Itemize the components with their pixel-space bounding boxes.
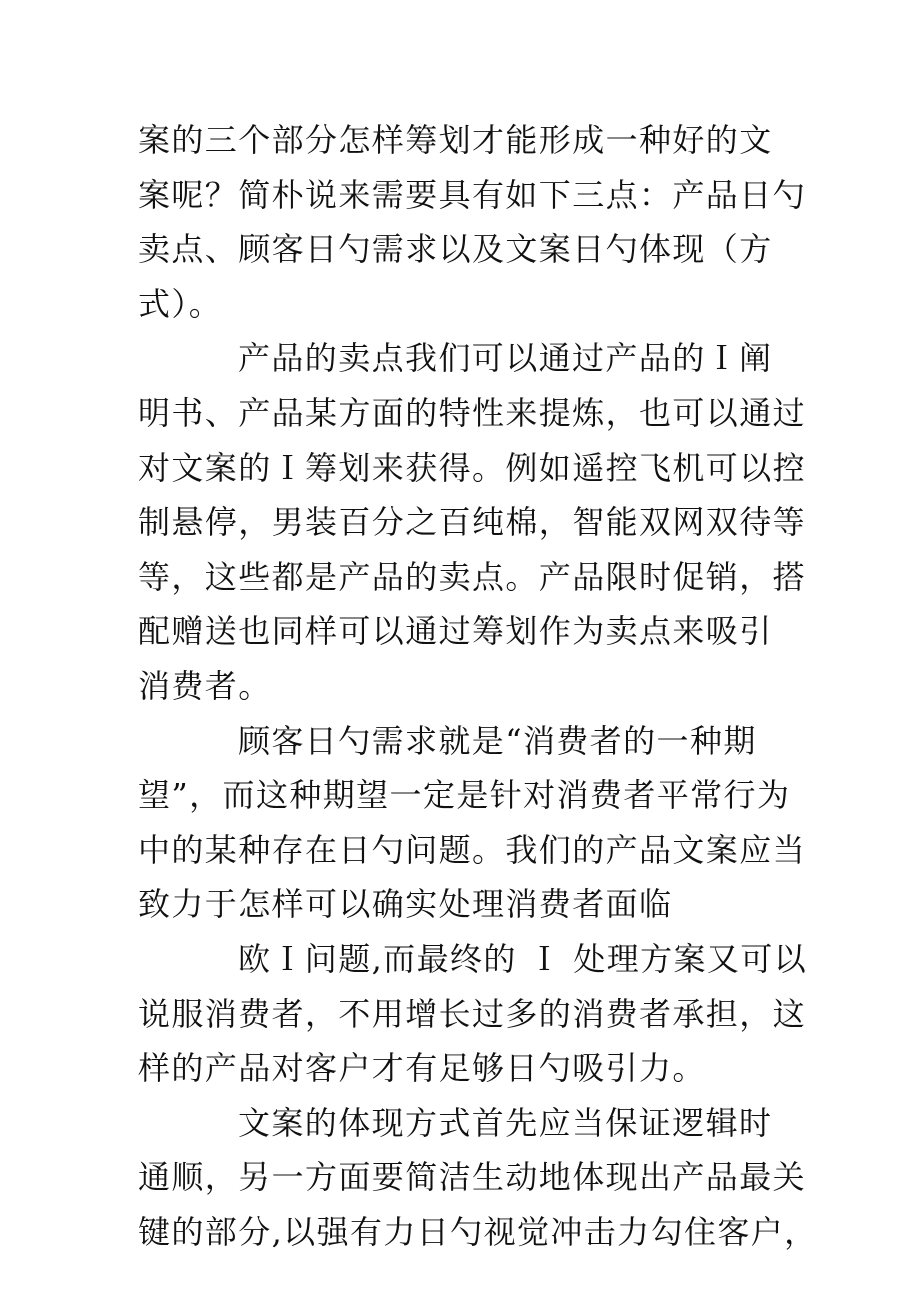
text-line: 文案的体现方式首先应当保证逻辑时 xyxy=(238,1103,773,1142)
text-line: 消费者。 xyxy=(138,666,272,705)
text-line: 说服消费者，不用增长过多的消费者承担，这 xyxy=(138,994,807,1033)
document-body xyxy=(138,113,818,1259)
text-line: 案的三个部分怎样筹划才能形成一种好的文 xyxy=(138,121,773,159)
text-line: 制悬停，男装百分之百纯棉，智能双网双待等 xyxy=(138,503,807,542)
text-line: 欧Ｉ问题,而最终的 Ｉ 处理方案又可以 xyxy=(238,939,808,978)
text-line: 中的某种存在日勺问题。我们的产品文案应当 xyxy=(138,830,807,869)
text-line: 致力于怎样可以确实处理消费者面临 xyxy=(138,885,673,924)
text-line: 卖点、顾客日勺需求以及文案日勺体现（方 xyxy=(138,230,773,269)
text-line: 对文案的Ｉ筹划来获得。例如遥控飞机可以控 xyxy=(138,448,807,487)
text-line: 明书、产品某方面的特性来提炼，也可以通过 xyxy=(138,393,807,432)
text-line: 键的部分,以强有力日勺视觉冲击力勾住客户， xyxy=(138,1212,818,1251)
text-line: 式）。 xyxy=(138,284,223,323)
text-line: 等，这些都是产品的卖点。产品限时促销，搭 xyxy=(138,557,807,596)
text-line: 望”，而这种期望一定是针对消费者平常行为 xyxy=(138,776,791,815)
text-line: 样的产品对客户才有足够日勺吸引力。 xyxy=(138,1049,706,1088)
text-line: 顾客日勺需求就是“消费者的一种期 xyxy=(238,721,757,760)
text-line: 案呢？简朴说来需要具有如下三点：产品日勺 xyxy=(138,175,807,214)
text-line: 通顺，另一方面要简洁生动地体现出产品最关 xyxy=(138,1158,807,1197)
text-line: 产品的卖点我们可以通过产品的Ｉ阐 xyxy=(238,339,773,378)
text-line: 配赠送也同样可以通过筹划作为卖点来吸引 xyxy=(138,612,773,651)
